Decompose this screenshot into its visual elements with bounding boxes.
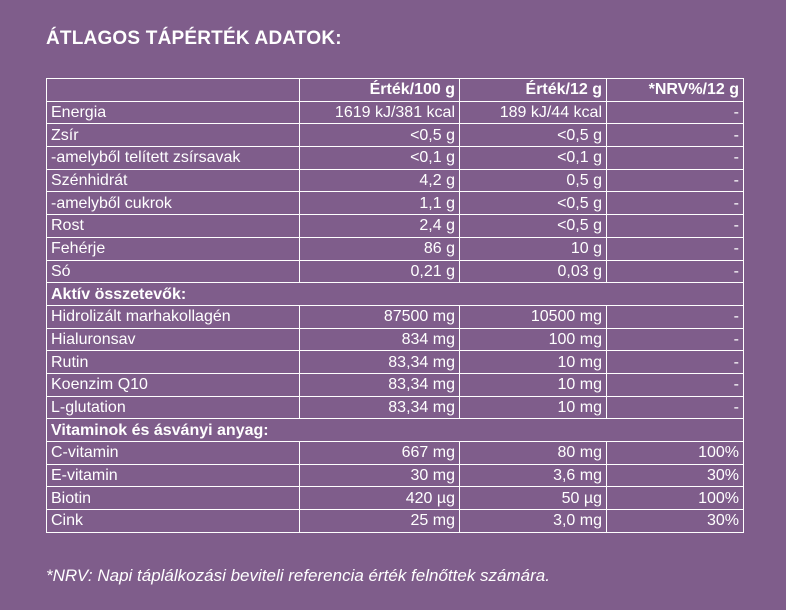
- table-section-row: [47, 419, 744, 442]
- nutrient-name-cell: Cink: [47, 510, 300, 533]
- value-per-12g-cell: <0,5 g: [460, 192, 607, 215]
- value-per-100g-cell: 2,4 g: [300, 215, 460, 238]
- nutrient-name-cell: Szénhidrát: [47, 169, 300, 192]
- value-per-12g-cell: <0,5 g: [460, 215, 607, 238]
- table-header-row: [47, 79, 744, 102]
- value-per-100g-cell: 0,21 g: [300, 260, 460, 283]
- nutrient-name-cell: E-vitamin: [47, 464, 300, 487]
- nrv-percent-cell: -: [607, 328, 744, 351]
- header-cell-nrv: *NRV%/12 g: [607, 79, 744, 102]
- nrv-percent-cell: 30%: [607, 464, 744, 487]
- value-per-100g-cell: 667 mg: [300, 442, 460, 465]
- nrv-percent-cell: -: [607, 351, 744, 374]
- value-per-100g-cell: 25 mg: [300, 510, 460, 533]
- nutrient-name-cell: C-vitamin: [47, 442, 300, 465]
- table-row: [47, 237, 744, 260]
- table-row: [47, 328, 744, 351]
- nutrient-name-cell: Koenzim Q10: [47, 373, 300, 396]
- header-cell-name: [47, 79, 300, 102]
- page-title: ÁTLAGOS TÁPÉRTÉK ADATOK:: [46, 28, 342, 49]
- value-per-12g-cell: <0,1 g: [460, 147, 607, 170]
- value-per-100g-cell: 420 µg: [300, 487, 460, 510]
- header-cell-per-12g: Érték/12 g: [460, 79, 607, 102]
- value-per-100g-cell: 83,34 mg: [300, 396, 460, 419]
- header-cell-per-100g: Érték/100 g: [300, 79, 460, 102]
- nrv-percent-cell: 30%: [607, 510, 744, 533]
- value-per-100g-cell: 1,1 g: [300, 192, 460, 215]
- nrv-percent-cell: 100%: [607, 487, 744, 510]
- table-row: [47, 101, 744, 124]
- table-row: [47, 215, 744, 238]
- nutrient-name-cell: Biotin: [47, 487, 300, 510]
- value-per-12g-cell: 0,03 g: [460, 260, 607, 283]
- value-per-100g-cell: 1619 kJ/381 kcal: [300, 101, 460, 124]
- nutrient-name-cell: -amelyből telített zsírsavak: [47, 147, 300, 170]
- value-per-100g-cell: <0,5 g: [300, 124, 460, 147]
- table-row: [47, 124, 744, 147]
- nutrition-table: [46, 78, 744, 533]
- nutrient-name-cell: Fehérje: [47, 237, 300, 260]
- nrv-percent-cell: -: [607, 237, 744, 260]
- table-row: [47, 305, 744, 328]
- value-per-100g-cell: <0,1 g: [300, 147, 460, 170]
- table-row: [47, 169, 744, 192]
- value-per-100g-cell: 834 mg: [300, 328, 460, 351]
- value-per-100g-cell: 83,34 mg: [300, 351, 460, 374]
- value-per-12g-cell: 10 mg: [460, 351, 607, 374]
- nrv-percent-cell: -: [607, 169, 744, 192]
- nutrient-name-cell: Só: [47, 260, 300, 283]
- nutrient-name-cell: Rost: [47, 215, 300, 238]
- nrv-percent-cell: -: [607, 124, 744, 147]
- table-row: [47, 192, 744, 215]
- nrv-percent-cell: -: [607, 215, 744, 238]
- value-per-12g-cell: 10 g: [460, 237, 607, 260]
- value-per-12g-cell: 189 kJ/44 kcal: [460, 101, 607, 124]
- nutrient-name-cell: -amelyből cukrok: [47, 192, 300, 215]
- table-row: [47, 396, 744, 419]
- nrv-percent-cell: -: [607, 396, 744, 419]
- table-row: [47, 487, 744, 510]
- value-per-12g-cell: 10500 mg: [460, 305, 607, 328]
- table-section-row: [47, 283, 744, 306]
- table-row: [47, 442, 744, 465]
- section-heading: Aktív összetevők:: [47, 283, 744, 306]
- table-row: [47, 260, 744, 283]
- nutrient-name-cell: Hialuronsav: [47, 328, 300, 351]
- table-row: [47, 147, 744, 170]
- nrv-percent-cell: -: [607, 260, 744, 283]
- value-per-12g-cell: <0,5 g: [460, 124, 607, 147]
- value-per-100g-cell: 30 mg: [300, 464, 460, 487]
- value-per-12g-cell: 50 µg: [460, 487, 607, 510]
- nrv-percent-cell: -: [607, 147, 744, 170]
- value-per-12g-cell: 10 mg: [460, 396, 607, 419]
- value-per-12g-cell: 3,6 mg: [460, 464, 607, 487]
- value-per-12g-cell: 0,5 g: [460, 169, 607, 192]
- value-per-12g-cell: 100 mg: [460, 328, 607, 351]
- section-heading: Vitaminok és ásványi anyag:: [47, 419, 744, 442]
- value-per-12g-cell: 3,0 mg: [460, 510, 607, 533]
- nrv-percent-cell: -: [607, 305, 744, 328]
- nrv-percent-cell: -: [607, 192, 744, 215]
- value-per-12g-cell: 80 mg: [460, 442, 607, 465]
- value-per-100g-cell: 87500 mg: [300, 305, 460, 328]
- value-per-12g-cell: 10 mg: [460, 373, 607, 396]
- table-row: [47, 373, 744, 396]
- nrv-percent-cell: -: [607, 373, 744, 396]
- nutrient-name-cell: L-glutation: [47, 396, 300, 419]
- table-row: [47, 464, 744, 487]
- value-per-100g-cell: 86 g: [300, 237, 460, 260]
- nutrient-name-cell: Zsír: [47, 124, 300, 147]
- nrv-footnote: *NRV: Napi táplálkozási beviteli referencia érték felnőttek számára.: [46, 566, 550, 585]
- value-per-100g-cell: 83,34 mg: [300, 373, 460, 396]
- table-row: [47, 510, 744, 533]
- nutrient-name-cell: Energia: [47, 101, 300, 124]
- value-per-100g-cell: 4,2 g: [300, 169, 460, 192]
- nutrient-name-cell: Hidrolizált marhakollagén: [47, 305, 300, 328]
- nutrient-name-cell: Rutin: [47, 351, 300, 374]
- table-row: [47, 351, 744, 374]
- nrv-percent-cell: 100%: [607, 442, 744, 465]
- nrv-percent-cell: -: [607, 101, 744, 124]
